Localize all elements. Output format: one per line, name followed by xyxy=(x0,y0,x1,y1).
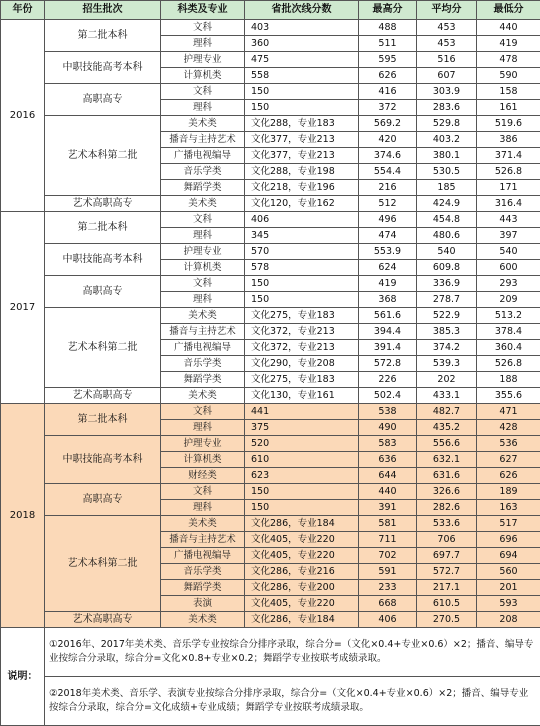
major-cell: 音乐学类 xyxy=(161,356,245,372)
major-cell: 计算机类 xyxy=(161,452,245,468)
max-cell: 554.4 xyxy=(359,164,417,180)
line-cell: 406 xyxy=(245,212,359,228)
line-cell: 558 xyxy=(245,68,359,84)
major-cell: 广播电视编导 xyxy=(161,340,245,356)
batch-cell: 艺术本科第二批 xyxy=(45,516,161,612)
max-cell: 668 xyxy=(359,596,417,612)
max-cell: 553.9 xyxy=(359,244,417,260)
min-cell: 526.8 xyxy=(477,164,540,180)
header-max: 最高分 xyxy=(359,1,417,20)
batch-cell: 艺术高职高专 xyxy=(45,388,161,404)
header-avg: 平均分 xyxy=(417,1,477,20)
line-cell: 文化286，专业184 xyxy=(245,612,359,628)
major-cell: 美术类 xyxy=(161,308,245,324)
major-cell: 广播电视编导 xyxy=(161,148,245,164)
avg-cell: 706 xyxy=(417,532,477,548)
major-cell: 舞蹈学类 xyxy=(161,580,245,596)
line-cell: 文化290，专业208 xyxy=(245,356,359,372)
header-line: 省批次线分数 xyxy=(245,1,359,20)
line-cell: 文化286，专业216 xyxy=(245,564,359,580)
avg-cell: 282.6 xyxy=(417,500,477,516)
max-cell: 583 xyxy=(359,436,417,452)
line-cell: 150 xyxy=(245,292,359,308)
min-cell: 471 xyxy=(477,404,540,420)
line-cell: 345 xyxy=(245,228,359,244)
max-cell: 711 xyxy=(359,532,417,548)
header-row xyxy=(1,1,540,20)
avg-cell: 380.1 xyxy=(417,148,477,164)
avg-cell: 453 xyxy=(417,20,477,36)
avg-cell: 609.8 xyxy=(417,260,477,276)
line-cell: 441 xyxy=(245,404,359,420)
avg-cell: 610.5 xyxy=(417,596,477,612)
min-cell: 419 xyxy=(477,36,540,52)
min-cell: 694 xyxy=(477,548,540,564)
avg-cell: 403.2 xyxy=(417,132,477,148)
avg-cell: 572.7 xyxy=(417,564,477,580)
max-cell: 394.4 xyxy=(359,324,417,340)
major-cell: 音乐学类 xyxy=(161,564,245,580)
table-row xyxy=(1,84,540,100)
year-cell: 2016 xyxy=(1,20,45,212)
table-row xyxy=(1,308,540,324)
avg-cell: 697.7 xyxy=(417,548,477,564)
major-cell: 理科 xyxy=(161,420,245,436)
line-cell: 文化286，专业200 xyxy=(245,580,359,596)
max-cell: 406 xyxy=(359,612,417,628)
avg-cell: 516 xyxy=(417,52,477,68)
max-cell: 636 xyxy=(359,452,417,468)
note-1: ①2016年、2017年美术类、音乐学专业按综合分排序录取，综合分=（文化×0.4+专业×0.6）×2；播音、编导专业按综合分录取，综合分=文化×0.8+专业×0.2；舞蹈学专业按联考成绩录取。 xyxy=(45,628,540,677)
min-cell: 696 xyxy=(477,532,540,548)
min-cell: 517 xyxy=(477,516,540,532)
line-cell: 文化377，专业213 xyxy=(245,132,359,148)
batch-cell: 中职技能高考本科 xyxy=(45,52,161,84)
table-row xyxy=(1,52,540,68)
header-major: 科类及专业 xyxy=(161,1,245,20)
line-cell: 623 xyxy=(245,468,359,484)
min-cell: 208 xyxy=(477,612,540,628)
major-cell: 计算机类 xyxy=(161,68,245,84)
min-cell: 378.4 xyxy=(477,324,540,340)
min-cell: 397 xyxy=(477,228,540,244)
table-row xyxy=(1,516,540,532)
line-cell: 150 xyxy=(245,84,359,100)
major-cell: 美术类 xyxy=(161,516,245,532)
major-cell: 文科 xyxy=(161,276,245,292)
avg-cell: 424.9 xyxy=(417,196,477,212)
max-cell: 216 xyxy=(359,180,417,196)
line-cell: 570 xyxy=(245,244,359,260)
major-cell: 护理专业 xyxy=(161,244,245,260)
table-row xyxy=(1,404,540,420)
max-cell: 538 xyxy=(359,404,417,420)
min-cell: 293 xyxy=(477,276,540,292)
max-cell: 488 xyxy=(359,20,417,36)
line-cell: 文化130，专业161 xyxy=(245,388,359,404)
max-cell: 391 xyxy=(359,500,417,516)
line-cell: 文化275，专业183 xyxy=(245,372,359,388)
note-2: ②2018年美术类、音乐学、表演专业按综合分排序录取，综合分=（文化×0.4+专业×0.6）×2；播音、编导专业按综合分录取，综合分=文化成绩+专业成绩；舞蹈学专业按联考成绩录取。 xyxy=(45,677,540,726)
min-cell: 371.4 xyxy=(477,148,540,164)
avg-cell: 283.6 xyxy=(417,100,477,116)
min-cell: 201 xyxy=(477,580,540,596)
min-cell: 513.2 xyxy=(477,308,540,324)
avg-cell: 185 xyxy=(417,180,477,196)
avg-cell: 632.1 xyxy=(417,452,477,468)
max-cell: 644 xyxy=(359,468,417,484)
major-cell: 美术类 xyxy=(161,388,245,404)
header-year: 年份 xyxy=(1,1,45,20)
major-cell: 理科 xyxy=(161,100,245,116)
batch-cell: 第二批本科 xyxy=(45,20,161,52)
max-cell: 512 xyxy=(359,196,417,212)
line-cell: 文化288，专业198 xyxy=(245,164,359,180)
major-cell: 理科 xyxy=(161,500,245,516)
max-cell: 511 xyxy=(359,36,417,52)
max-cell: 391.4 xyxy=(359,340,417,356)
batch-cell: 艺术高职高专 xyxy=(45,196,161,212)
max-cell: 368 xyxy=(359,292,417,308)
table-row xyxy=(1,388,540,404)
major-cell: 财经类 xyxy=(161,468,245,484)
avg-cell: 540 xyxy=(417,244,477,260)
major-cell: 播音与主持艺术 xyxy=(161,532,245,548)
major-cell: 文科 xyxy=(161,84,245,100)
max-cell: 581 xyxy=(359,516,417,532)
avg-cell: 278.7 xyxy=(417,292,477,308)
avg-cell: 202 xyxy=(417,372,477,388)
min-cell: 536 xyxy=(477,436,540,452)
table-row xyxy=(1,116,540,132)
avg-cell: 631.6 xyxy=(417,468,477,484)
major-cell: 护理专业 xyxy=(161,52,245,68)
avg-cell: 533.6 xyxy=(417,516,477,532)
min-cell: 386 xyxy=(477,132,540,148)
min-cell: 209 xyxy=(477,292,540,308)
line-cell: 文化377，专业213 xyxy=(245,148,359,164)
line-cell: 文化288，专业183 xyxy=(245,116,359,132)
batch-cell: 高职高专 xyxy=(45,84,161,116)
major-cell: 计算机类 xyxy=(161,260,245,276)
max-cell: 474 xyxy=(359,228,417,244)
line-cell: 文化120，专业162 xyxy=(245,196,359,212)
min-cell: 600 xyxy=(477,260,540,276)
year-cell: 2018 xyxy=(1,404,45,628)
max-cell: 419 xyxy=(359,276,417,292)
max-cell: 490 xyxy=(359,420,417,436)
avg-cell: 270.5 xyxy=(417,612,477,628)
major-cell: 美术类 xyxy=(161,116,245,132)
batch-cell: 艺术本科第二批 xyxy=(45,308,161,388)
max-cell: 572.8 xyxy=(359,356,417,372)
avg-cell: 529.8 xyxy=(417,116,477,132)
major-cell: 美术类 xyxy=(161,612,245,628)
major-cell: 舞蹈学类 xyxy=(161,180,245,196)
max-cell: 496 xyxy=(359,212,417,228)
table-row xyxy=(1,212,540,228)
major-cell: 播音与主持艺术 xyxy=(161,324,245,340)
line-cell: 578 xyxy=(245,260,359,276)
max-cell: 226 xyxy=(359,372,417,388)
table-row xyxy=(1,244,540,260)
max-cell: 626 xyxy=(359,68,417,84)
line-cell: 520 xyxy=(245,436,359,452)
line-cell: 文化275，专业183 xyxy=(245,308,359,324)
notes-row xyxy=(1,628,540,677)
line-cell: 610 xyxy=(245,452,359,468)
table-row xyxy=(1,484,540,500)
year-cell: 2017 xyxy=(1,212,45,404)
batch-cell: 艺术高职高专 xyxy=(45,612,161,628)
min-cell: 316.4 xyxy=(477,196,540,212)
max-cell: 561.6 xyxy=(359,308,417,324)
table-row xyxy=(1,436,540,452)
min-cell: 478 xyxy=(477,52,540,68)
avg-cell: 482.7 xyxy=(417,404,477,420)
line-cell: 文化405，专业220 xyxy=(245,532,359,548)
min-cell: 526.8 xyxy=(477,356,540,372)
line-cell: 文化372，专业213 xyxy=(245,340,359,356)
max-cell: 591 xyxy=(359,564,417,580)
major-cell: 文科 xyxy=(161,212,245,228)
line-cell: 文化372，专业213 xyxy=(245,324,359,340)
avg-cell: 556.6 xyxy=(417,436,477,452)
batch-cell: 第二批本科 xyxy=(45,212,161,244)
min-cell: 360.4 xyxy=(477,340,540,356)
table-row xyxy=(1,20,540,36)
min-cell: 443 xyxy=(477,212,540,228)
max-cell: 569.2 xyxy=(359,116,417,132)
major-cell: 广播电视编导 xyxy=(161,548,245,564)
line-cell: 375 xyxy=(245,420,359,436)
min-cell: 593 xyxy=(477,596,540,612)
max-cell: 416 xyxy=(359,84,417,100)
avg-cell: 435.2 xyxy=(417,420,477,436)
min-cell: 590 xyxy=(477,68,540,84)
max-cell: 595 xyxy=(359,52,417,68)
major-cell: 音乐学类 xyxy=(161,164,245,180)
notes-label: 说明： xyxy=(1,628,45,726)
line-cell: 文化286，专业184 xyxy=(245,516,359,532)
min-cell: 440 xyxy=(477,20,540,36)
min-cell: 519.6 xyxy=(477,116,540,132)
min-cell: 171 xyxy=(477,180,540,196)
major-cell: 理科 xyxy=(161,228,245,244)
max-cell: 374.6 xyxy=(359,148,417,164)
major-cell: 文科 xyxy=(161,404,245,420)
max-cell: 372 xyxy=(359,100,417,116)
major-cell: 表演 xyxy=(161,596,245,612)
avg-cell: 217.1 xyxy=(417,580,477,596)
line-cell: 475 xyxy=(245,52,359,68)
avg-cell: 336.9 xyxy=(417,276,477,292)
major-cell: 播音与主持艺术 xyxy=(161,132,245,148)
max-cell: 702 xyxy=(359,548,417,564)
min-cell: 560 xyxy=(477,564,540,580)
major-cell: 理科 xyxy=(161,36,245,52)
batch-cell: 第二批本科 xyxy=(45,404,161,436)
line-cell: 150 xyxy=(245,500,359,516)
max-cell: 502.4 xyxy=(359,388,417,404)
avg-cell: 326.6 xyxy=(417,484,477,500)
batch-cell: 艺术本科第二批 xyxy=(45,116,161,196)
min-cell: 163 xyxy=(477,500,540,516)
min-cell: 161 xyxy=(477,100,540,116)
table-row xyxy=(1,276,540,292)
avg-cell: 539.3 xyxy=(417,356,477,372)
max-cell: 420 xyxy=(359,132,417,148)
avg-cell: 374.2 xyxy=(417,340,477,356)
min-cell: 540 xyxy=(477,244,540,260)
line-cell: 360 xyxy=(245,36,359,52)
min-cell: 627 xyxy=(477,452,540,468)
min-cell: 158 xyxy=(477,84,540,100)
min-cell: 355.6 xyxy=(477,388,540,404)
major-cell: 文科 xyxy=(161,484,245,500)
min-cell: 428 xyxy=(477,420,540,436)
batch-cell: 高职高专 xyxy=(45,484,161,516)
major-cell: 理科 xyxy=(161,292,245,308)
table-row xyxy=(1,196,540,212)
line-cell: 150 xyxy=(245,100,359,116)
major-cell: 舞蹈学类 xyxy=(161,372,245,388)
notes-row xyxy=(1,677,540,726)
major-cell: 文科 xyxy=(161,20,245,36)
line-cell: 文化218，专业196 xyxy=(245,180,359,196)
line-cell: 文化405，专业220 xyxy=(245,548,359,564)
max-cell: 440 xyxy=(359,484,417,500)
line-cell: 403 xyxy=(245,20,359,36)
batch-cell: 中职技能高考本科 xyxy=(45,436,161,484)
avg-cell: 480.6 xyxy=(417,228,477,244)
line-cell: 文化405，专业220 xyxy=(245,596,359,612)
header-min: 最低分 xyxy=(477,1,540,20)
min-cell: 189 xyxy=(477,484,540,500)
avg-cell: 530.5 xyxy=(417,164,477,180)
avg-cell: 454.8 xyxy=(417,212,477,228)
avg-cell: 522.9 xyxy=(417,308,477,324)
avg-cell: 385.3 xyxy=(417,324,477,340)
avg-cell: 433.1 xyxy=(417,388,477,404)
min-cell: 188 xyxy=(477,372,540,388)
avg-cell: 303.9 xyxy=(417,84,477,100)
line-cell: 150 xyxy=(245,484,359,500)
table-row xyxy=(1,612,540,628)
batch-cell: 高职高专 xyxy=(45,276,161,308)
min-cell: 626 xyxy=(477,468,540,484)
avg-cell: 607 xyxy=(417,68,477,84)
max-cell: 233 xyxy=(359,580,417,596)
major-cell: 护理专业 xyxy=(161,436,245,452)
batch-cell: 中职技能高考本科 xyxy=(45,244,161,276)
major-cell: 美术类 xyxy=(161,196,245,212)
line-cell: 150 xyxy=(245,276,359,292)
max-cell: 624 xyxy=(359,260,417,276)
header-batch: 招生批次 xyxy=(45,1,161,20)
avg-cell: 453 xyxy=(417,36,477,52)
